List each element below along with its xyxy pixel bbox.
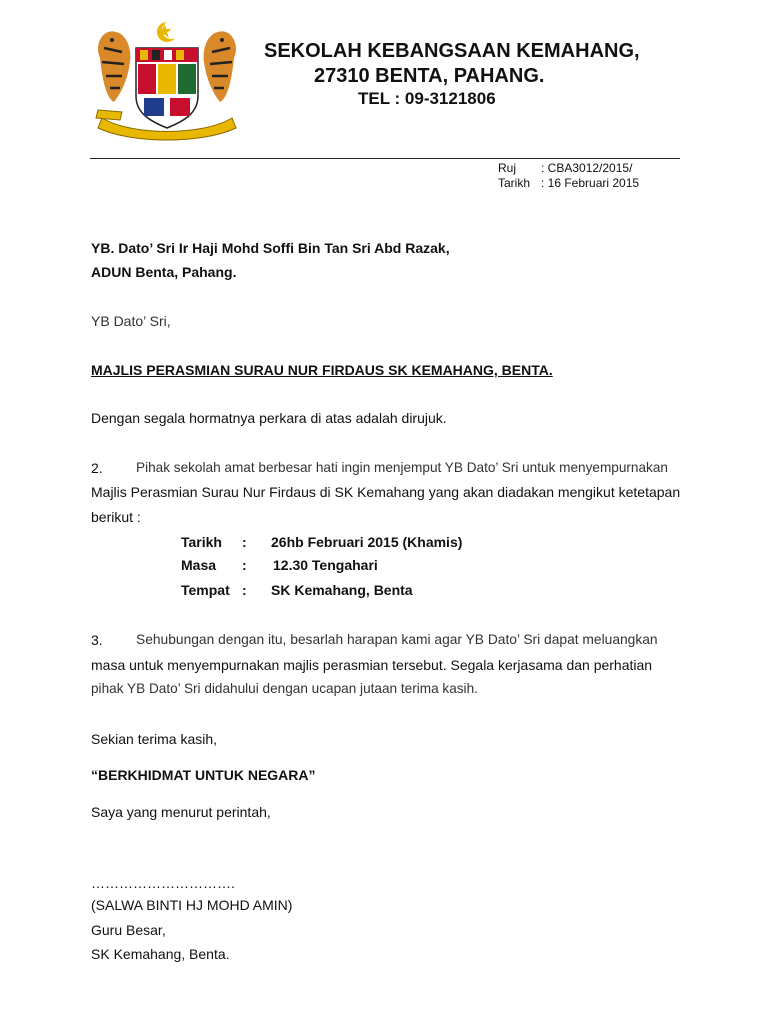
detail-label-tarikh: Tarikh <box>181 534 222 550</box>
signer-name: (SALWA BINTI HJ MOHD AMIN) <box>91 897 293 913</box>
closing-motto: “BERKHIDMAT UNTUK NEGARA” <box>91 767 316 783</box>
paragraph-2-line-3: berikut : <box>91 509 141 525</box>
signer-organization: SK Kemahang, Benta. <box>91 946 230 962</box>
detail-sep-tempat: : <box>242 582 247 598</box>
detail-value-masa: 12.30 Tengahari <box>273 557 378 573</box>
detail-sep-masa: : <box>242 557 247 573</box>
school-address: 27310 BENTA, PAHANG. <box>314 65 545 87</box>
coat-of-arms-crest <box>92 18 242 146</box>
closing-obedient: Saya yang menurut perintah, <box>91 804 271 820</box>
letter-subject: MAJLIS PERASMIAN SURAU NUR FIRDAUS SK KEMAHANG, BENTA. <box>91 362 553 378</box>
paragraph-2-line-1: Pihak sekolah amat berbesar hati ingin menjemput YB Dato’ Sri untuk menyempurnakan <box>136 460 668 475</box>
signer-title: Guru Besar, <box>91 922 166 938</box>
closing-thanks: Sekian terima kasih, <box>91 731 218 747</box>
signature-line: …………………………. <box>91 875 235 891</box>
header-divider <box>90 158 680 159</box>
salutation: YB Dato’ Sri, <box>91 313 171 329</box>
detail-label-masa: Masa <box>181 557 217 573</box>
school-phone: TEL : 09-3121806 <box>358 89 496 108</box>
tarikh-label: Tarikh <box>498 176 531 190</box>
ruj-label: Ruj <box>498 161 517 175</box>
paragraph-3-line-3: pihak YB Dato’ Sri didahului dengan ucapan jutaan terima kasih. <box>91 681 478 696</box>
tarikh-value: : 16 Februari 2015 <box>541 176 640 190</box>
paragraph-2-number: 2. <box>91 460 103 476</box>
school-name: SEKOLAH KEBANGSAAN KEMAHANG, <box>264 40 640 62</box>
paragraph-3-line-2: masa untuk menyempurnakan majlis perasmian tersebut. Segala kerjasama dan perhatian <box>91 657 653 673</box>
paragraph-2-line-2: Majlis Perasmian Surau Nur Firdaus di SK Kemahang yang akan diadakan mengikut ketetapan <box>91 484 681 500</box>
ruj-value: : CBA3012/2015/ <box>541 161 633 175</box>
detail-value-tarikh: 26hb Februari 2015 (Khamis) <box>271 534 463 550</box>
detail-value-tempat: SK Kemahang, Benta <box>271 582 413 598</box>
detail-sep-tarikh: : <box>242 534 247 550</box>
recipient-title: ADUN Benta, Pahang. <box>91 264 237 280</box>
detail-label-tempat: Tempat <box>181 582 230 598</box>
paragraph-3-line-1: Sehubungan dengan itu, besarlah harapan kami agar YB Dato’ Sri dapat meluangkan <box>136 632 658 647</box>
paragraph-1: Dengan segala hormatnya perkara di atas adalah dirujuk. <box>91 410 447 426</box>
paragraph-3-number: 3. <box>91 632 103 648</box>
recipient-name: YB. Dato’ Sri Ir Haji Mohd Soffi Bin Tan Sri Abd Razak, <box>91 240 450 256</box>
